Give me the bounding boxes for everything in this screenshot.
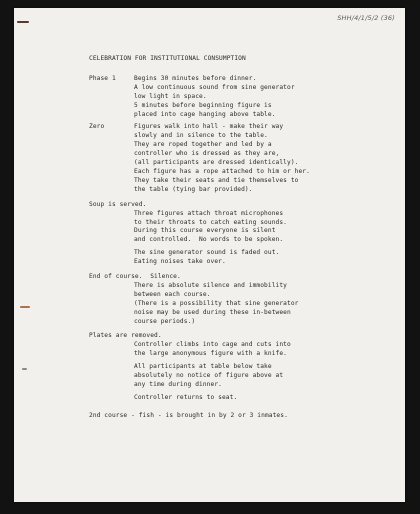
phase1-label: Phase 1 [89, 74, 116, 82]
zero-line: (all participants are dressed identically). [134, 159, 299, 167]
plates-line: any time during dinner. [134, 381, 222, 388]
soup-heading: Soup is served. [89, 200, 147, 208]
zero-line: Figures walk into hall - make their way [134, 123, 284, 131]
end-course-line: (There is a possibility that sine generator [134, 299, 299, 307]
zero-line: slowly and in silence to the table. [134, 132, 268, 140]
phase1-line: 5 minutes before beginning figure is [134, 101, 272, 109]
phase1-line: low light in space. [134, 92, 207, 100]
soup-line: The sine generator sound is faded out. [134, 249, 280, 257]
zero-section [89, 123, 387, 194]
plates-line: the large anonymous figure with a knife. [134, 350, 288, 358]
soup-line: to their throats to catch eating sounds. [134, 218, 288, 226]
zero-line: They are roped together and led by a [134, 141, 272, 149]
phase1-line: placed into cage hanging above table. [134, 110, 276, 118]
plates-line: All participants at table below take [134, 363, 272, 371]
soup-line: Three figures attach throat microphones [134, 209, 284, 217]
staple-mark [20, 306, 30, 308]
typed-document [89, 55, 387, 421]
zero-line: controller who is dressed as they are, [134, 150, 280, 158]
soup-line: and controlled. No words to be spoken. [134, 236, 284, 244]
end-course-section [89, 282, 387, 327]
plates-line: Controller returns to seat. [134, 393, 238, 401]
plates-heading: Plates are removed. [89, 332, 162, 340]
zero-line: Each figure has a rope attached to him or her. [134, 167, 310, 175]
plates-section [89, 341, 387, 402]
soup-line: Eating noises take over. [134, 258, 226, 266]
archive-reference: SHH/4/1/5/2 (36) [337, 14, 395, 22]
staple-mark [17, 21, 29, 23]
soup-line: During this course everyone is silent [134, 227, 276, 235]
end-course-line: between each course. [134, 290, 211, 298]
phase1-line: Begins 30 minutes before dinner. [134, 74, 257, 82]
end-course-line: course periods.) [134, 317, 196, 325]
phase1-line: A low continuous sound from sine generator [134, 83, 295, 91]
end-course-line: There is absolute silence and immobility [134, 281, 288, 289]
document-title: CELEBRATION FOR INSTITUTIONAL CONSUMPTION [89, 55, 246, 62]
zero-line: the table (tying bar provided). [134, 185, 253, 193]
document-page [14, 8, 405, 502]
second-course-line: 2nd course - fish - is brought in by 2 or 3 inmates. [89, 411, 288, 419]
zero-line: They take their seats and tie themselves to [134, 176, 299, 184]
staple-mark [22, 368, 27, 370]
plates-line: Controller climbs into cage and cuts into [134, 341, 291, 349]
end-course-line: noise may be used during these in-between [134, 308, 291, 316]
soup-section [89, 210, 387, 267]
phase1-section [89, 75, 387, 120]
end-course-heading: End of course. Silence. [89, 273, 181, 281]
plates-line: absolutely no notice of figure above at [134, 372, 284, 380]
zero-label: Zero [89, 123, 105, 131]
